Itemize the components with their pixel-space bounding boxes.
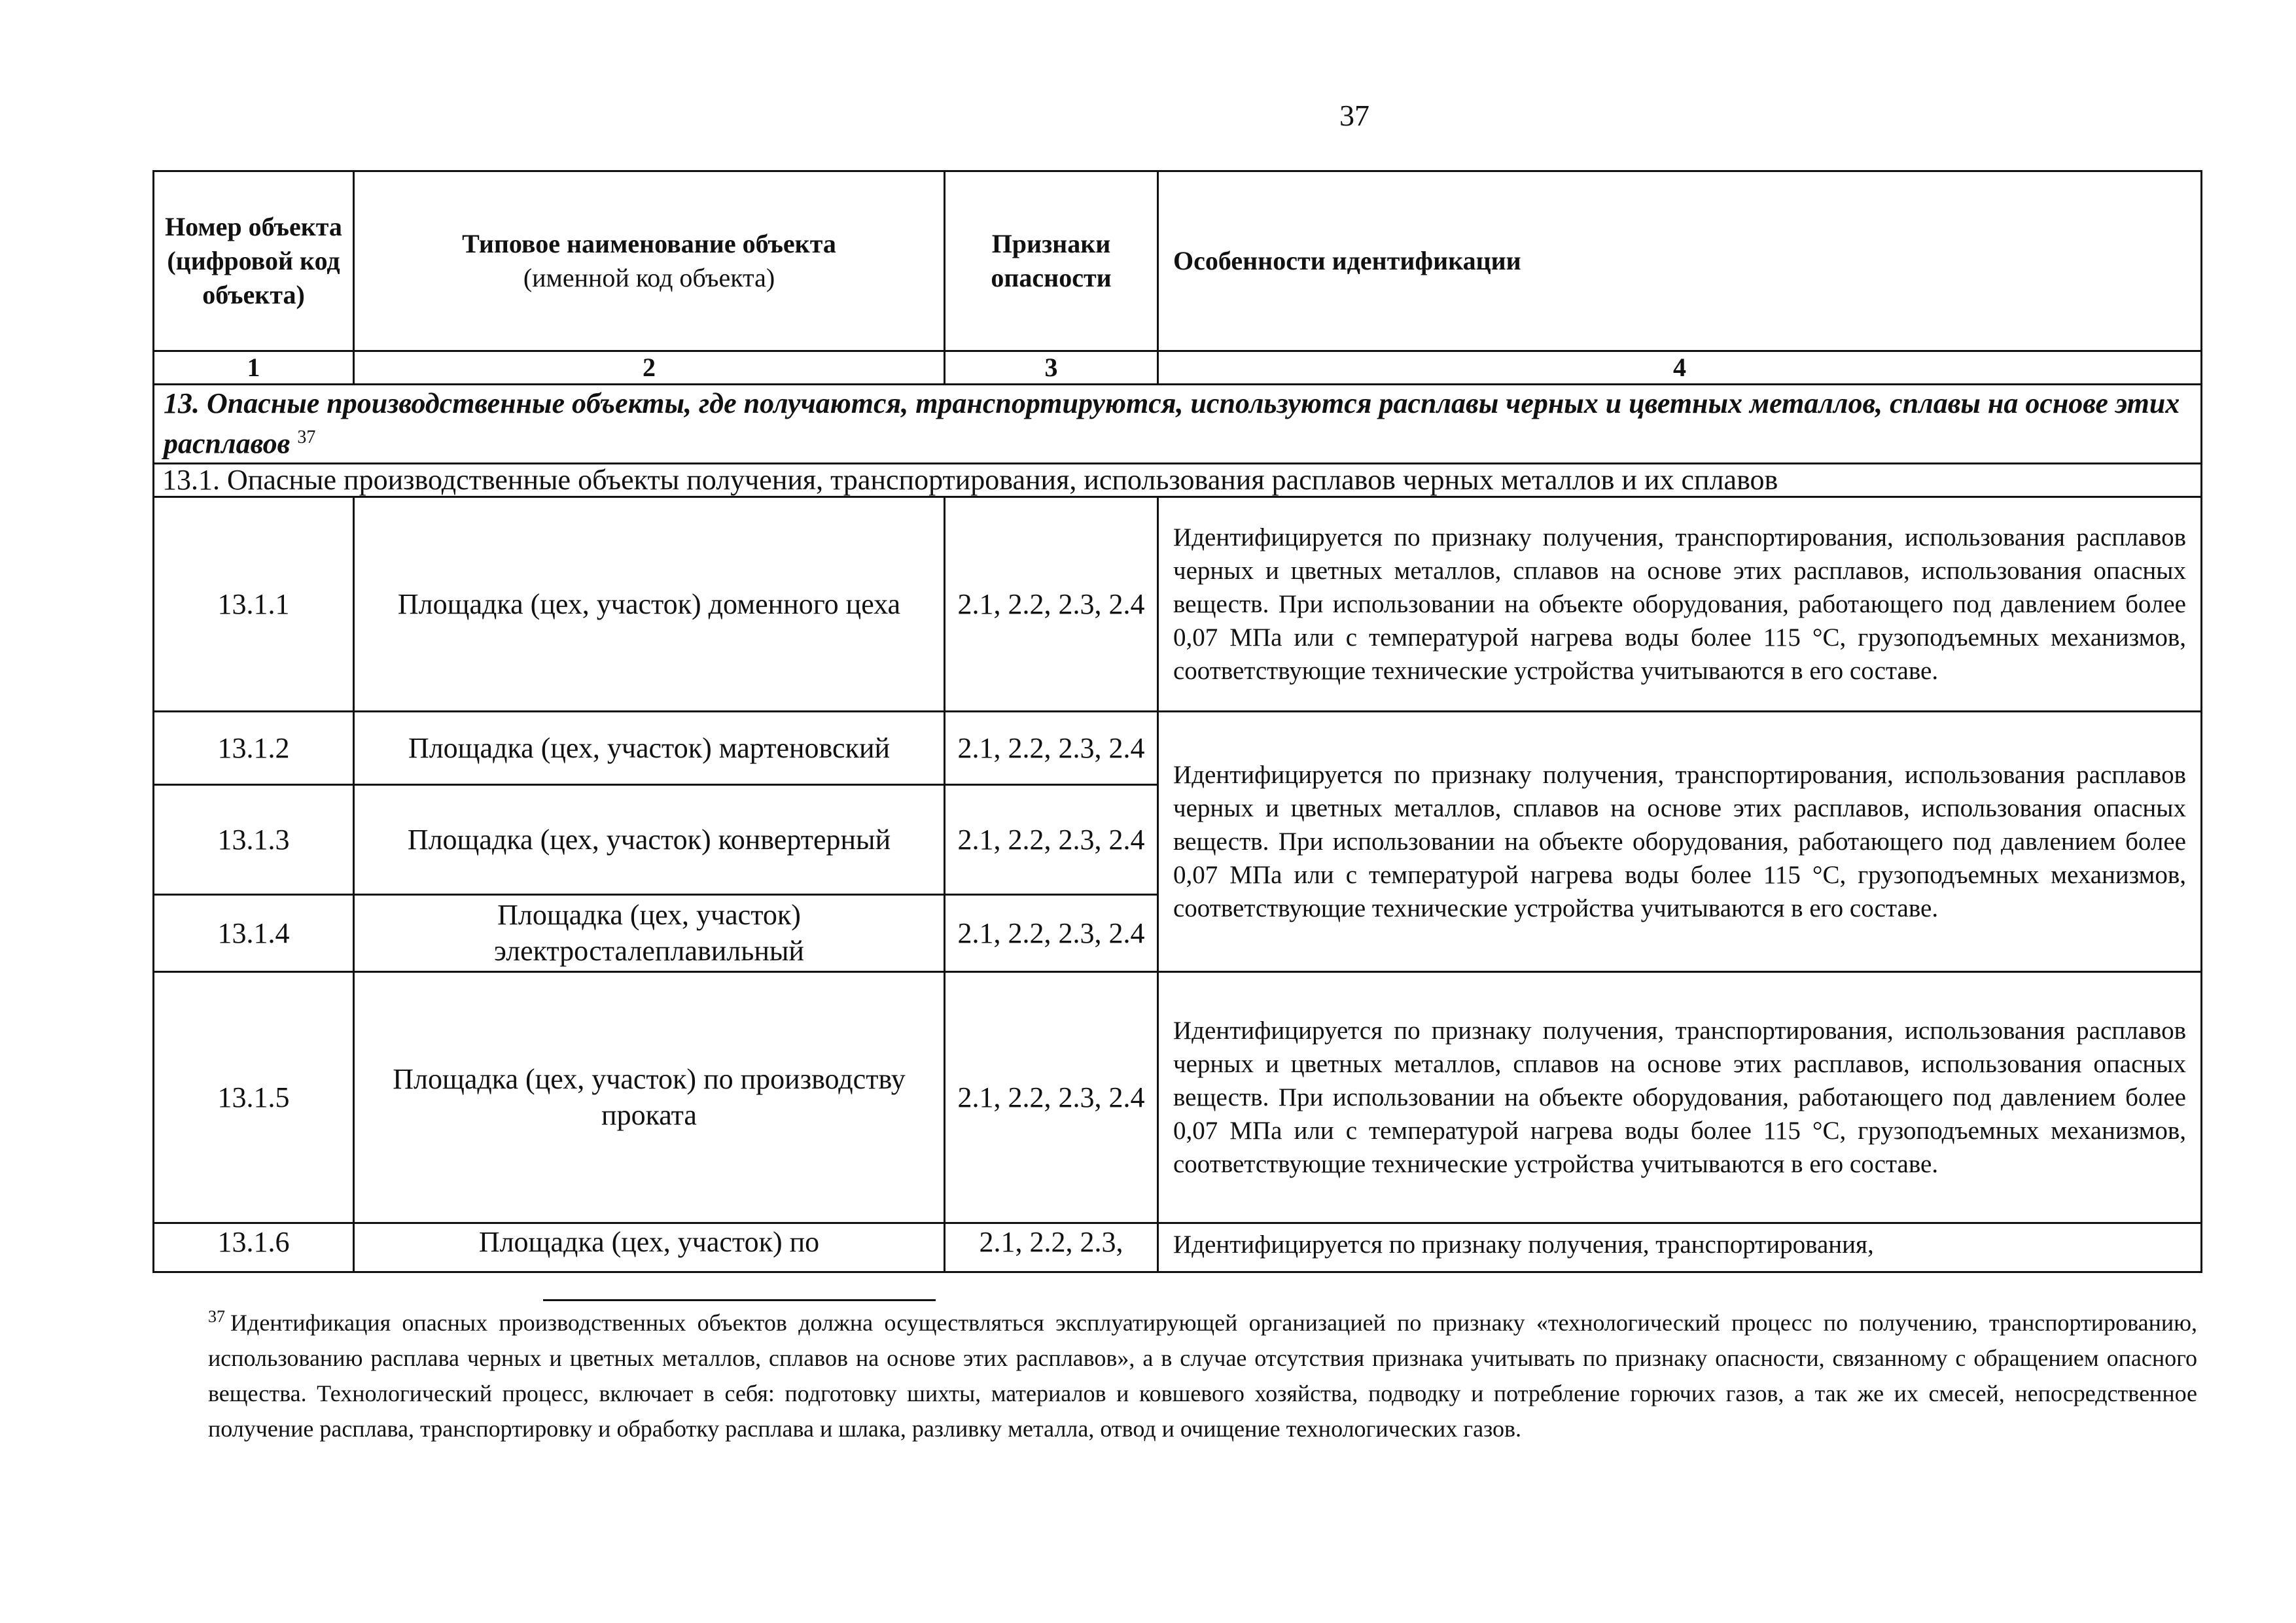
column-number: 4 — [1158, 351, 2202, 385]
table-row — [154, 1223, 2202, 1272]
hazard-signs: 2.1, 2.2, 2.3, 2.4 — [945, 971, 1158, 1223]
section-title-cell — [154, 385, 2202, 464]
identification-text: Идентифицируется по признаку получения, транспортирования, использования расплавов черных и цветных металлов, сплавов на основе этих расплавов, использования опасных веществ. При использовании на объекте оборудования, работающего под давлением более 0,07 МПа или с температурой нагрева воды более 115 °С, грузоподъемных механизмов, соответствующие технические устройства учитываются в его составе. — [1158, 711, 2202, 971]
hazard-signs: 2.1, 2.2, 2.3, 2.4 — [945, 784, 1158, 894]
object-name: Площадка (цех, участок) по — [354, 1223, 945, 1272]
object-name: Площадка (цех, участок) конвертерный — [354, 784, 945, 894]
subsection-row — [154, 463, 2202, 497]
hazard-signs: 2.1, 2.2, 2.3, 2.4 — [945, 894, 1158, 971]
column-number: 2 — [354, 351, 945, 385]
table-row — [154, 971, 2202, 1223]
object-code: 13.1.3 — [154, 784, 354, 894]
header-object-name-title: Типовое наименование объекта — [462, 229, 836, 258]
table-row — [154, 711, 2202, 784]
column-number: 3 — [945, 351, 1158, 385]
identification-text: Идентифицируется по признаку получения, транспортирования, использования расплавов черных и цветных металлов, сплавов на основе этих расплавов, использования опасных веществ. При использовании на объекте оборудования, работающего под давлением более 0,07 МПа или с температурой нагрева воды более 115 °С, грузоподъемных механизмов, соответствующие технические устройства учитываются в его составе. — [1158, 971, 2202, 1223]
footnote-separator — [543, 1299, 936, 1301]
column-number: 1 — [154, 351, 354, 385]
object-code: 13.1.4 — [154, 894, 354, 971]
object-name: Площадка (цех, участок) мартеновский — [354, 711, 945, 784]
header-object-name-subtitle: (именной код объекта) — [523, 263, 775, 292]
page-number: 37 — [1339, 99, 1369, 132]
header-object-number: Номер объекта (цифровой код объекта) — [154, 171, 354, 351]
table-row — [154, 497, 2202, 711]
hazard-signs: 2.1, 2.2, 2.3, 2.4 — [945, 497, 1158, 711]
hazard-signs: 2.1, 2.2, 2.3, 2.4 — [945, 711, 1158, 784]
object-code: 13.1.1 — [154, 497, 354, 711]
object-name: Площадка (цех, участок) электросталеплавильный — [354, 894, 945, 971]
footnote — [208, 1305, 2197, 1446]
hazard-objects-table — [152, 170, 2202, 1273]
object-code: 13.1.6 — [154, 1223, 354, 1272]
section-footnote-ref: 37 — [297, 427, 316, 447]
column-number-row — [154, 351, 2202, 385]
header-hazard-signs: Признаки опасности — [945, 171, 1158, 351]
hazard-signs: 2.1, 2.2, 2.3, — [945, 1223, 1158, 1272]
footnote-mark: 37 — [208, 1307, 225, 1326]
footnote-text: Идентификация опасных производственных объектов должна осуществляться эксплуатирующей организацией по признаку «технологический процесс по получению, транспортированию, использованию расплава черных и цветных металлов, сплавов на основе этих расплавов», а в случае отсутствия признака учитывать по признаку опасности, связанному с обращением опасного вещества. Технологический процесс, включает в себя: подготовку шихты, материалов и ковшевого хозяйства, подводку и потребление горючих газов, а так же их смесей, непосредственное получение расплава, транспортировку и обработку расплава и шлака, разливку металла, отвод и очищение технологических газов. — [208, 1310, 2197, 1442]
section-row — [154, 385, 2202, 464]
header-object-name — [354, 171, 945, 351]
identification-text: Идентифицируется по признаку получения, транспортирования, использования расплавов черных и цветных металлов, сплавов на основе этих расплавов, использования опасных веществ. При использовании на объекте оборудования, работающего под давлением более 0,07 МПа или с температурой нагрева воды более 115 °С, грузоподъемных механизмов, соответствующие технические устройства учитываются в его составе. — [1158, 497, 2202, 711]
header-identification: Особенности идентификации — [1158, 171, 2202, 351]
object-code: 13.1.5 — [154, 971, 354, 1223]
object-code: 13.1.2 — [154, 711, 354, 784]
identification-text: Идентифицируется по признаку получения, транспортирования, — [1158, 1223, 2202, 1272]
table-header-row — [154, 171, 2202, 351]
subsection-title: 13.1. Опасные производственные объекты получения, транспортирования, использования расплавов черных металлов и их сплавов — [154, 463, 2202, 497]
section-title: 13. Опасные производственные объекты, где получаются, транспортируются, используются расплавы черных и цветных металлов, сплавы на основе этих расплавов — [164, 387, 2180, 460]
object-name: Площадка (цех, участок) доменного цеха — [354, 497, 945, 711]
object-name: Площадка (цех, участок) по производству проката — [354, 971, 945, 1223]
